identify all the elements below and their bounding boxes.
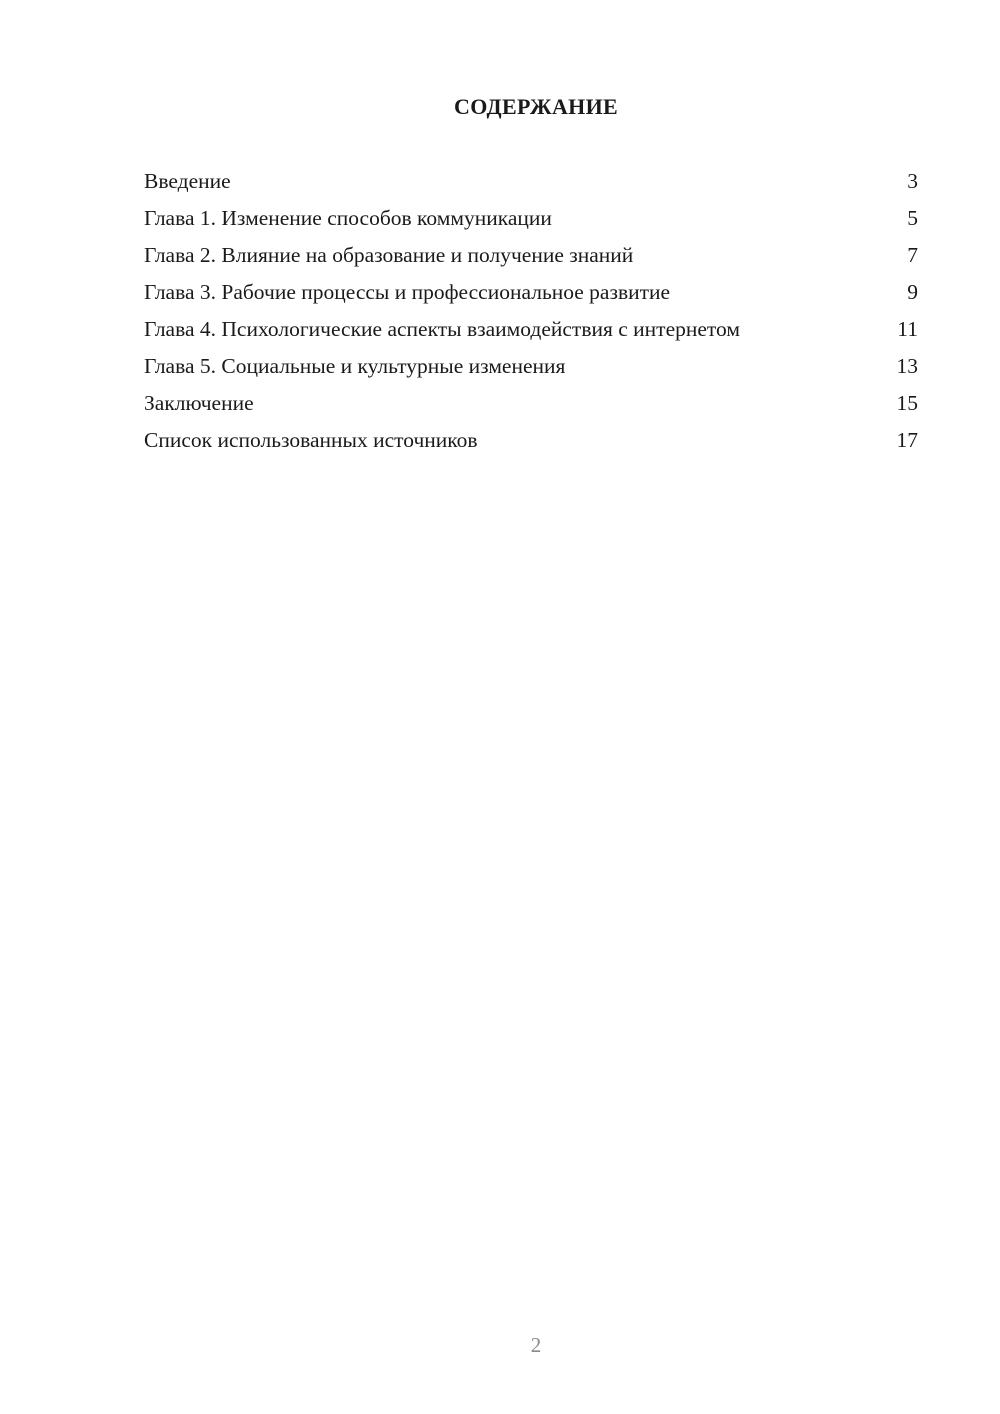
toc-entry-page: 11: [897, 317, 918, 341]
toc-entry: [144, 205, 920, 231]
toc-entry: [144, 242, 920, 268]
toc-entry-title: Глава 4. Психологические аспекты взаимодействия с интернетом: [144, 317, 740, 341]
toc-entry-page: 7: [907, 243, 918, 267]
page-number: 2: [530, 1333, 542, 1357]
toc-entry-title: Глава 5. Социальные и культурные изменения: [144, 354, 566, 378]
toc-entry-page: 9: [907, 280, 918, 304]
page-title: СОДЕРЖАНИЕ: [454, 94, 618, 119]
toc-entry-title: Глава 3. Рабочие процессы и профессиональное развитие: [144, 280, 671, 304]
toc-entry-title: Глава 1. Изменение способов коммуникации: [144, 206, 552, 230]
toc-entry: [144, 316, 920, 342]
toc-entry-title: Глава 2. Влияние на образование и получение знаний: [144, 243, 634, 267]
toc-entry-title: Список использованных источников: [144, 428, 478, 452]
toc-entry-title: Введение: [144, 169, 231, 193]
toc-entry: [144, 427, 920, 453]
toc-entry: [144, 168, 920, 194]
toc-entry-page: 5: [907, 206, 918, 230]
toc-entry-page: 13: [896, 354, 918, 378]
toc-entry-page: 15: [896, 391, 918, 415]
toc-entry-page: 3: [907, 169, 918, 193]
toc-entry: [144, 353, 920, 379]
toc-entry-page: 17: [896, 428, 918, 452]
toc-entry-title: Заключение: [144, 391, 254, 415]
table-of-contents: [144, 168, 920, 464]
toc-entry: [144, 279, 920, 305]
toc-entry: [144, 390, 920, 416]
